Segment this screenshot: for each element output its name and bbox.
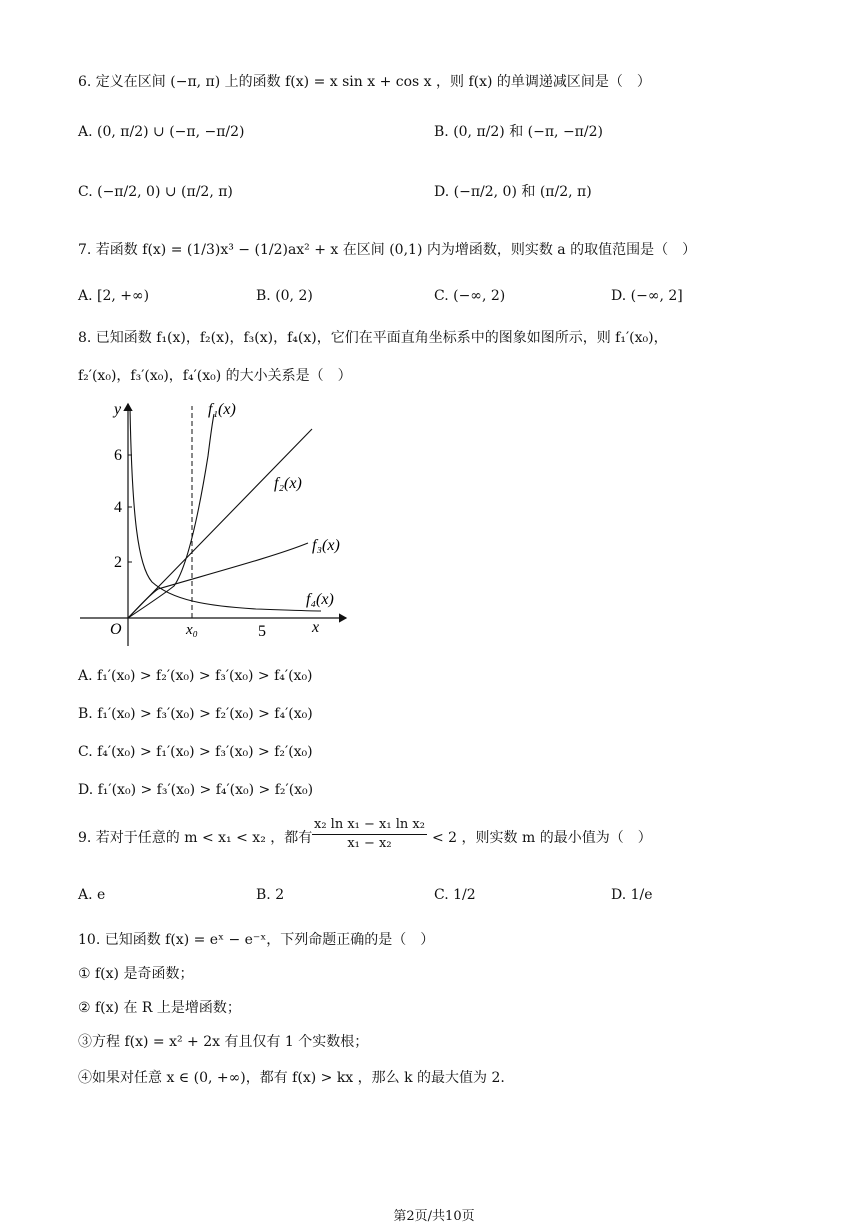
f2-label: f₂(x) [274,475,302,492]
q8-option-d: D. f₁′(x₀) > f₃′(x₀) > f₄′(x₀) > f₂′(x₀) [78,782,314,798]
q7-option-d: D. (−∞, 2] [611,288,683,304]
q10-statement-4: ④如果对任意 x ∈ (0, +∞)，都有 f(x) > kx ，那么 k 的最大值为 2. [78,1070,505,1086]
q10-statement-2: ② f(x) 在 R 上是增函数； [78,1000,241,1016]
f4-curve [130,408,321,611]
q9-fraction [312,816,427,853]
y-tick-2: 2 [114,554,122,571]
q9-fraction-numerator: x₂ ln x₁ − x₁ ln x₂ [312,816,427,835]
f3-curve [128,543,308,618]
q6-option-d: D. (−π/2, 0) 和 (π/2, π) [434,184,592,200]
q8-stem-line2: f₂′(x₀)，f₃′(x₀)，f₄′(x₀) 的大小关系是（ ） [78,368,352,384]
q8-option-c: C. f₄′(x₀) > f₁′(x₀) > f₃′(x₀) > f₂′(x₀) [78,744,313,760]
q6-option-a: A. (0, π/2) ∪ (−π, −π/2) [78,124,245,140]
q10-statement-3: ③方程 f(x) = x² + 2x 有且仅有 1 个实数根； [78,1034,369,1050]
q6-stem: 6. 定义在区间 (−π, π) 上的函数 f(x) = x sin x + cos x ，则 f(x) 的单调递减区间是（ ） [78,74,651,90]
y-tick-4: 4 [114,499,122,516]
x-axis-label: x [312,619,320,636]
q7-option-b: B. (0, 2) [256,288,313,304]
q8-option-b: B. f₁′(x₀) > f₃′(x₀) > f₂′(x₀) > f₄′(x₀) [78,706,313,722]
y-tick-6: 6 [114,447,122,464]
q9-fraction-denominator: x₁ − x₂ [347,836,392,851]
origin-label: O [110,621,122,638]
f3-label: f₃(x) [312,537,340,554]
q8-stem-line1: 8. 已知函数 f₁(x)，f₂(x)，f₃(x)，f₄(x)，它们在平面直角坐标系中的图象如图所示，则 f₁′(x₀)， [78,330,668,346]
q9-option-a: A. e [78,887,106,903]
q9-option-c: C. 1/2 [434,887,476,903]
y-axis-label: y [114,401,122,418]
f1-label: f₁(x) [208,401,236,418]
page-footer: 第2页/共10页 [393,1209,475,1224]
f1-curve [128,414,214,618]
q10-statement-1: ① f(x) 是奇函数； [78,966,194,982]
q8-option-a: A. f₁′(x₀) > f₂′(x₀) > f₃′(x₀) > f₄′(x₀) [78,668,313,684]
q9-option-b: B. 2 [256,887,285,903]
q9-stem-post: < 2 ，则实数 m 的最小值为（ ） [432,830,652,846]
q9-option-d: D. 1/e [611,887,653,903]
q10-stem: 10. 已知函数 f(x) = eˣ − e⁻ˣ，下列命题正确的是（ ） [78,932,435,948]
q7-option-c: C. (−∞, 2) [434,288,506,304]
q8-function-graph [76,396,356,656]
f4-label: f₄(x) [306,591,334,608]
f2-line [128,429,312,618]
q6-option-c: C. (−π/2, 0) ∪ (π/2, π) [78,184,233,200]
q7-option-a: A. [2, +∞) [78,288,150,304]
x0-label: x₀ [186,622,198,638]
q7-stem: 7. 若函数 f(x) = (1/3)x³ − (1/2)ax² + x 在区间 (0,1) 内为增函数，则实数 a 的取值范围是（ ） [78,242,697,258]
q6-option-b: B. (0, π/2) 和 (−π, −π/2) [434,124,603,140]
x-tick-5: 5 [258,623,266,640]
q9-stem-pre: 9. 若对于任意的 m < x₁ < x₂ ，都有 [78,830,313,846]
